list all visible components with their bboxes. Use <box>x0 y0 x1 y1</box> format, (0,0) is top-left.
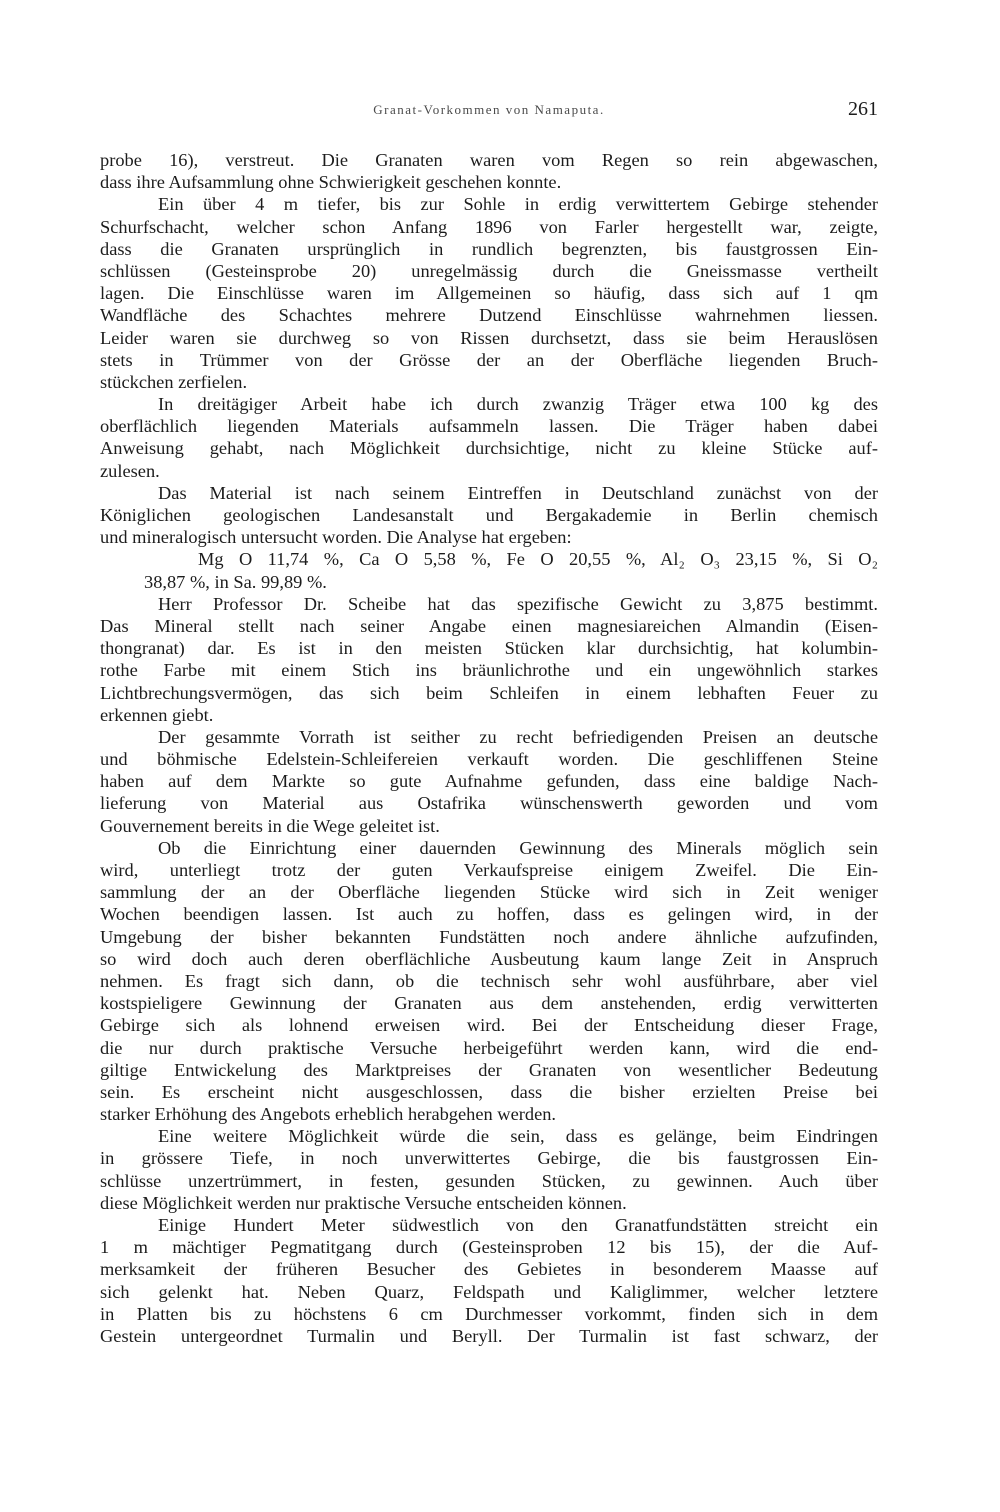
paragraph-first-line: Das Material ist nach seinem Eintreffen in Deutschland zunächst von der <box>158 482 878 503</box>
text-line: sich gelenkt hat. Neben Quarz, Feldspath und Kaliglimmer, welcher letztere <box>100 1281 878 1302</box>
text-line: kostspieligere Gewinnung der Granaten aus dem anstehenden, erdig verwitterten <box>100 993 878 1014</box>
text-line: Leider waren sie durchweg so von Rissen durchsetzt, dass sie beim Herauslösen <box>100 327 878 348</box>
text-line: oberflächlich liegenden Materials aufsammeln lassen. Die Träger haben dabei <box>100 416 878 437</box>
text-line: Schurfschacht, welcher schon Anfang 1896 von Farler hergestellt war, zeigte, <box>100 216 878 237</box>
analysis-line: 38,87 %, in Sa. 99,89 %. <box>144 571 327 592</box>
text-line: starker Erhöhung des Angebots erheblich herabgehen werden. <box>100 1104 557 1125</box>
text-line: Lichtbrechungsvermögen, das sich beim Schleifen in einem lebhaften Feuer zu <box>100 682 878 703</box>
text-line: dass die Granaten ursprünglich in rundlich begrenzten, bis faustgrossen Ein- <box>100 238 878 259</box>
text-line: so wird doch auch deren oberflächliche Ausbeutung kaum lange Zeit in Anspruch <box>100 948 878 969</box>
text-line: haben auf dem Markte so gute Aufnahme gefunden, dass eine baldige Nach- <box>100 771 878 792</box>
text-line: dass ihre Aufsammlung ohne Schwierigkeit geschehen konnte. <box>100 172 562 193</box>
text-line: zulesen. <box>100 460 160 481</box>
text-line: in grössere Tiefe, in noch unverwittertes Gebirge, die bis faustgrossen Ein- <box>100 1148 878 1169</box>
text-line: erkennen giebt. <box>100 704 214 725</box>
paragraph-first-line: Ein über 4 m tiefer, bis zur Sohle in erdig verwittertem Gebirge stehender <box>158 194 878 215</box>
text-line: die nur durch praktische Versuche herbeigeführt werden kann, wird die end- <box>100 1037 878 1058</box>
paragraph-first-line: Eine weitere Möglichkeit würde die sein, dass es gelänge, beim Eindringen <box>158 1126 878 1147</box>
text-line: Gestein untergeordnet Turmalin und Beryll. Der Turmalin ist fast schwarz, der <box>100 1325 878 1346</box>
text-line: rothe Farbe mit einem Stich ins bräunlichrothe und ein ungewöhnlich starkes <box>100 660 878 681</box>
text-line: 1 m mächtiger Pegmatitgang durch (Gesteinsproben 12 bis 15), der die Auf- <box>100 1237 878 1258</box>
paragraph-first-line: Herr Professor Dr. Scheibe hat das spezifische Gewicht zu 3,875 bestimmt. <box>158 593 878 614</box>
text-line: und mineralogisch untersucht worden. Die Analyse hat ergeben: <box>100 527 572 548</box>
text-line: stets in Trümmer von der Grösse der an der Oberfläche liegenden Bruch- <box>100 349 878 370</box>
text-line: schlüssen (Gesteinsprobe 20) unregelmässig durch die Gneissmasse vertheilt <box>100 260 878 281</box>
page-header <box>100 94 878 128</box>
text-line: Umgebung der bisher bekannten Fundstätten noch andere ähnliche aufzufinden, <box>100 926 878 947</box>
text-line: sammlung der an der Oberfläche liegenden Stücke wird sich in Zeit weniger <box>100 882 878 903</box>
paragraph-first-line: Ob die Einrichtung einer dauernden Gewinnung des Minerals möglich sein <box>158 837 878 858</box>
text-line: merksamkeit der früheren Besucher des Gebietes in besonderem Maasse auf <box>100 1259 878 1280</box>
running-title: Granat-Vorkommen von Namaputa. <box>373 102 605 117</box>
paragraph-first-line: Der gesammte Vorrath ist seither zu recht befriedigenden Preisen an deutsche <box>158 726 878 747</box>
analysis-line: Mg O 11,74 %, Ca O 5,58 %, Fe O 20,55 %, Al₂ O₃ 23,15 %, Si O₂ <box>198 549 878 570</box>
text-line: giltige Entwickelung des Marktpreises der Granaten von wesentlicher Bedeutung <box>100 1059 878 1080</box>
text-line: wird, unterliegt trotz der guten Verkaufspreise einigem Zweifel. Die Ein- <box>100 860 878 880</box>
paragraph-first-line: In dreitägiger Arbeit habe ich durch zwanzig Träger etwa 100 kg des <box>158 394 878 415</box>
text-line: thongranat) dar. Es ist in den meisten Stücken klar durchsichtig, hat kolumbin- <box>100 638 878 659</box>
page-number: 261 <box>848 98 878 120</box>
text-line: Das Mineral stellt nach seiner Angabe einen magnesiareichen Almandin (Eisen- <box>100 615 878 636</box>
text-line: diese Möglichkeit werden nur praktische Versuche entscheiden können. <box>100 1192 627 1213</box>
text-line: schlüsse unzertrümmert, in festen, gesunden Stücken, zu gewinnen. Auch über <box>100 1170 878 1191</box>
text-line: und böhmische Edelstein-Schleifereien verkauft worden. Die geschliffenen Steine <box>100 749 878 770</box>
text-line: Wandfläche des Schachtes mehrere Dutzend Einschlüsse wahrnehmen liessen. <box>100 305 878 326</box>
text-line: lagen. Die Einschlüsse waren im Allgemeinen so häufig, dass sich auf 1 qm <box>100 283 878 304</box>
text-line: probe 16), verstreut. Die Granaten waren vom Regen so rein abgewaschen, <box>100 150 878 170</box>
text-line: in Platten bis zu höchstens 6 cm Durchmesser vorkommt, finden sich in dem <box>100 1303 878 1324</box>
text-line: Gebirge sich als lohnend erweisen wird. Bei der Entscheidung dieser Frage, <box>100 1015 878 1036</box>
text-line: sein. Es erscheint nicht ausgeschlossen, dass die bisher erzielten Preise bei <box>100 1081 878 1102</box>
body-text <box>100 149 878 1347</box>
text-line: stückchen zerfielen. <box>100 371 248 392</box>
text-line: Anweisung gehabt, nach Möglichkeit durchsichtige, nicht zu kleine Stücke auf- <box>100 438 878 459</box>
paragraph-first-line: Einige Hundert Meter südwestlich von den Granatfundstätten streicht ein <box>158 1215 878 1235</box>
text-line: Wochen beendigen lassen. Ist auch zu hoffen, dass es gelingen wird, in der <box>100 904 878 925</box>
text-line: nehmen. Es fragt sich dann, ob die technisch sehr wohl ausführbare, aber viel <box>100 970 878 991</box>
text-line: lieferung von Material aus Ostafrika wünschenswerth geworden und vom <box>100 793 878 814</box>
text-line: Gouvernement bereits in die Wege geleitet ist. <box>100 815 440 836</box>
text-line: Königlichen geologischen Landesanstalt und Bergakademie in Berlin chemisch <box>100 505 878 525</box>
